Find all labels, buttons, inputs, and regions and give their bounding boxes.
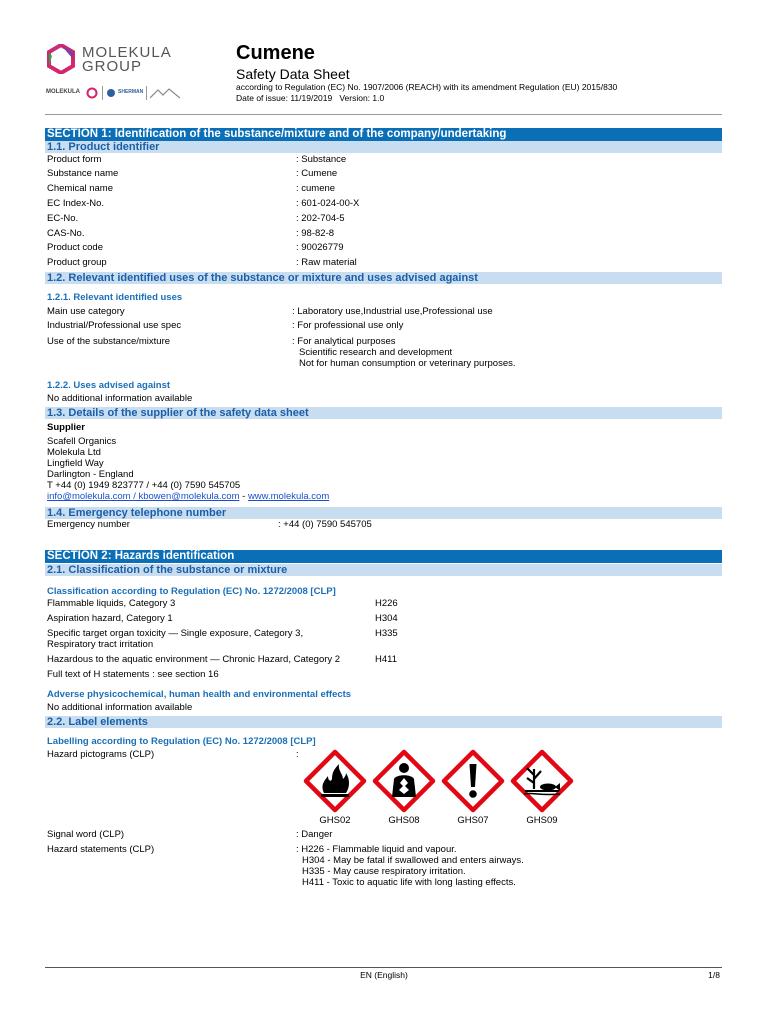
supplier-line: Scafell Organics <box>47 436 117 447</box>
classification-label: Flammable liquids, Category 3 <box>47 598 176 609</box>
adverse-effects-heading: Adverse physicochemical, human health and environmental effects <box>47 689 352 700</box>
supplier-label: Supplier <box>47 422 86 433</box>
hazard-pictograms-label: Hazard pictograms (CLP) <box>47 749 155 760</box>
emergency-number-value: : +44 (0) 7590 545705 <box>278 519 372 530</box>
issue-text: Date of issue: 11/19/2019 Version: 1.0 <box>236 93 385 103</box>
ec-no-label: EC-No. <box>47 213 79 224</box>
email-link[interactable]: info@molekula.com / kbowen@molekula.com <box>47 491 240 502</box>
subsection-2-1-heading: 2.1. Classification of the substance or mixture <box>45 564 722 576</box>
professional-use-label: Industrial/Professional use spec <box>47 320 182 331</box>
classification-code: H226 <box>375 598 398 609</box>
supplier-line: T +44 (0) 1949 823777 / +44 (0) 7590 545705 <box>47 480 241 491</box>
signal-word-value: : Danger <box>296 829 333 840</box>
subsection-1-2-1-heading: 1.2.1. Relevant identified uses <box>47 292 183 303</box>
exclamation-icon <box>441 749 505 813</box>
subsection-1-3-heading: 1.3. Details of the supplier of the safety data sheet <box>45 407 722 419</box>
header-rule <box>45 114 722 115</box>
ec-no-value: : 202-704-5 <box>296 213 345 224</box>
partner-logo-1: MOLEKULA <box>46 89 80 95</box>
substance-use-value: : For analytical purposes <box>292 336 396 347</box>
ghs-code: GHS09 <box>526 815 558 826</box>
classification-label: Specific target organ toxicity — Single exposure, Category 3, <box>47 628 304 639</box>
product-code-label: Product code <box>47 242 103 253</box>
footer-rule <box>45 967 722 968</box>
product-group-value: : Raw material <box>296 257 357 268</box>
subsection-2-2-heading: 2.2. Label elements <box>45 716 722 728</box>
mountain-logo-icon <box>150 87 180 99</box>
product-code-value: : 90026779 <box>296 242 344 253</box>
hazard-statement: H304 - May be fatal if swallowed and enters airways. <box>302 855 524 866</box>
document-subtitle: Safety Data Sheet <box>236 66 350 82</box>
section2-heading: SECTION 2: Hazards identification <box>45 550 722 563</box>
hazard-statement: H411 - Toxic to aquatic life with long lasting effects. <box>302 877 516 888</box>
ring-logo-icon <box>86 87 98 99</box>
flame-icon <box>303 749 367 813</box>
footer-language: EN (English) <box>360 970 408 980</box>
substance-use-extra-2: Not for human consumption or veterinary purposes. <box>299 358 516 369</box>
ghs-code: GHS08 <box>388 815 420 826</box>
environment-icon <box>510 749 574 813</box>
labelling-heading: Labelling according to Regulation (EC) No. 1272/2008 [CLP] <box>47 736 316 747</box>
product-form-label: Product form <box>47 154 102 165</box>
partner-logo-2: SHERMAN <box>118 89 144 95</box>
substance-use-extra-1: Scientific research and development <box>299 347 453 358</box>
subsection-1-4-heading: 1.4. Emergency telephone number <box>45 507 722 519</box>
ghs-code: GHS07 <box>457 815 489 826</box>
product-group-label: Product group <box>47 257 107 268</box>
regulation-text: according to Regulation (EC) No. 1907/2006 (REACH) with its amendment Regulation (EU) 2015/830 <box>236 82 618 92</box>
emergency-number-label: Emergency number <box>47 519 130 530</box>
ec-index-label: EC Index-No. <box>47 198 105 209</box>
divider <box>102 86 103 100</box>
page-number: 1/8 <box>708 970 720 980</box>
ec-index-value: : 601-024-00-X <box>296 198 360 209</box>
hazard-statement: : H226 - Flammable liquid and vapour. <box>296 844 457 855</box>
sherman-logo-icon <box>106 88 116 98</box>
product-form-value: : Substance <box>296 154 347 165</box>
chemical-name-value: : cumene <box>296 183 336 194</box>
substance-name-value: : Cumene <box>296 168 338 179</box>
partner-logos <box>46 86 196 102</box>
divider <box>146 86 147 100</box>
cas-no-label: CAS-No. <box>47 228 85 239</box>
classification-code: H304 <box>375 613 398 624</box>
subsection-1-2-2-heading: 1.2.2. Uses advised against <box>47 380 171 391</box>
hazard-statement: H335 - May cause respiratory irritation. <box>302 866 466 877</box>
ghs-code: GHS02 <box>319 815 351 826</box>
classification-label: Hazardous to the aquatic environment — Chronic Hazard, Category 2 <box>47 654 341 665</box>
document-title: Cumene <box>236 42 315 64</box>
hexagon-logo-icon <box>46 44 76 74</box>
website-link[interactable]: www.molekula.com <box>247 491 330 502</box>
supplier-line: Molekula Ltd <box>47 447 101 458</box>
classification-code: H411 <box>375 654 398 665</box>
uses-advised-against-text: No additional information available <box>47 393 193 404</box>
logo-name-line1: MOLEKULA <box>82 44 172 61</box>
classification-label-cont: Respiratory tract irritation <box>47 639 154 650</box>
adverse-effects-text: No additional information available <box>47 702 193 713</box>
main-use-value: : Laboratory use,Industrial use,Professional use <box>292 306 493 317</box>
health-hazard-icon <box>372 749 436 813</box>
link-separator: - <box>239 491 248 502</box>
supplier-line: Darlington - England <box>47 469 134 480</box>
hazard-pictograms-colon: : <box>296 749 299 760</box>
subsection-1-2-heading: 1.2. Relevant identified uses of the substance or mixture and uses advised against <box>45 272 722 284</box>
company-logo <box>46 44 172 78</box>
supplier-contact-links <box>47 491 329 502</box>
h-statements-note: Full text of H statements : see section 16 <box>47 669 219 680</box>
logo-name-line2: GROUP <box>82 58 143 75</box>
chemical-name-label: Chemical name <box>47 183 113 194</box>
clp-classification-heading: Classification according to Regulation (EC) No. 1272/2008 [CLP] <box>47 586 336 597</box>
substance-name-label: Substance name <box>47 168 119 179</box>
signal-word-label: Signal word (CLP) <box>47 829 125 840</box>
professional-use-value: : For professional use only <box>292 320 404 331</box>
classification-code: H335 <box>375 628 398 639</box>
classification-label: Aspiration hazard, Category 1 <box>47 613 173 624</box>
supplier-line: Lingfield Way <box>47 458 104 469</box>
cas-no-value: : 98-82-8 <box>296 228 335 239</box>
hazard-statements-label: Hazard statements (CLP) <box>47 844 155 855</box>
main-use-label: Main use category <box>47 306 125 317</box>
subsection-1-1-heading: 1.1. Product identifier <box>45 141 722 153</box>
section1-heading: SECTION 1: Identification of the substance/mixture and of the company/undertaking <box>45 128 722 141</box>
substance-use-label: Use of the substance/mixture <box>47 336 171 347</box>
